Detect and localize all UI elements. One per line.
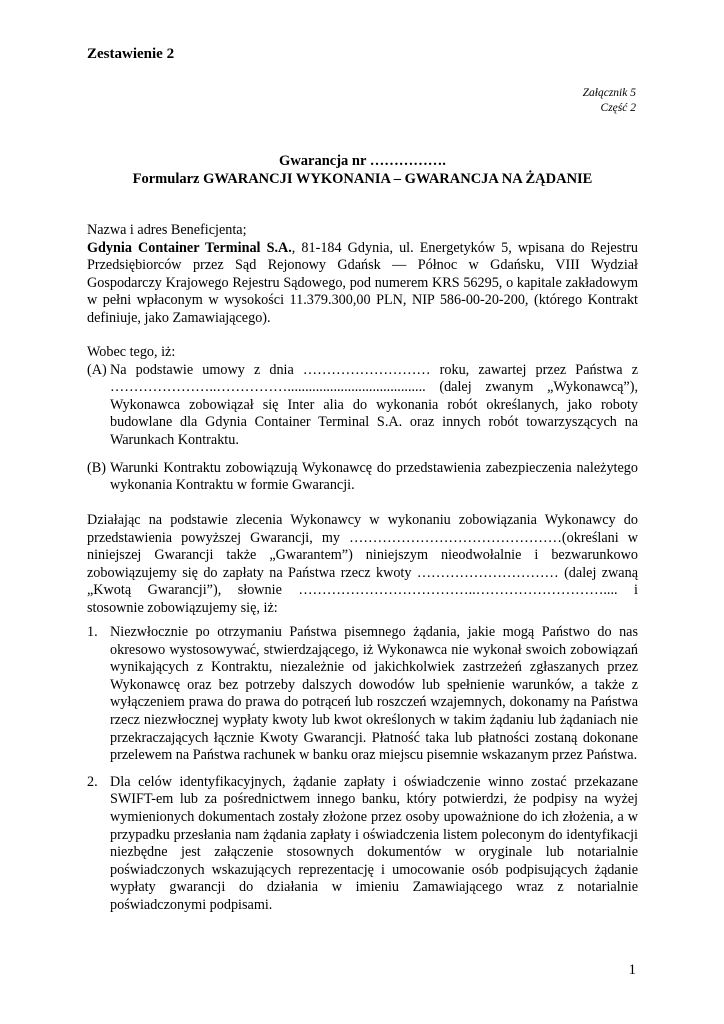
whereas-item-b: [87, 460, 638, 495]
whereas-text: Na podstawie umowy z dnia ……………………… roku, zawartej przez Państwa z …………………..……………....................................... (dalej zwanym „Wykonawcą”), Wykonawca zobowiązał się Inter alia do wykonania robót określanych, jako roboty budowlane dla Gdynia Container Terminal S.A. oraz innych robót towarzyszących na Warunkach Kontraktu.: [110, 361, 638, 448]
beneficiary-paragraph: [87, 240, 638, 328]
obligation-number: 1.: [87, 624, 98, 640]
beneficiary-section: [87, 222, 638, 328]
whereas-intro: Wobec tego, iż:: [87, 344, 176, 360]
document-heading: Zestawienie 2: [87, 46, 175, 62]
obligation-number: 2.: [87, 773, 98, 790]
whereas-marker: (B): [87, 459, 106, 476]
obligations-list: [87, 624, 638, 915]
whereas-text: Warunki Kontraktu zobowiązują Wykonawcę do przedstawienia zabezpieczenia należytego wykonania Kontraktu w formie Gwarancji.: [110, 459, 638, 494]
obligation-item-1: [87, 624, 638, 765]
beneficiary-name: Gdynia Container Terminal S.A.: [87, 239, 292, 256]
form-title: Formularz GWARANCJI WYKONANIA – GWARANCJA NA ŻĄDANIE: [132, 171, 593, 187]
page-number: 1: [628, 962, 636, 978]
whereas-section: [87, 344, 638, 495]
beneficiary-label: Nazwa i adres Beneficjenta;: [87, 222, 247, 238]
acting-paragraph: Działając na podstawie zlecenia Wykonawcy w wykonaniu zobowiązania Wykonawcy do przedstawienia powyższej Gwarancji, my ………………………………………(określani w niniejszej Gwarancji także „Gwarantem”) niniejszym nieodwołalnie i bezwarunkowo zobowiązujemy się do zapłaty na Państwa rzecz kwoty ………………………… (dalej zwaną „Kwotą Gwarancji”), słownie ………………………………..……………………….... i stosownie zobowiązujemy się, iż:: [87, 512, 638, 616]
annex-reference: [583, 86, 636, 116]
obligation-text: Dla celów identyfikacyjnych, żądanie zapłaty i oświadczenie winno zostać przekazane SWIFT-em lub za pośrednictwem innego banku, który potwierdzi, że podpisy na wyżej wymienionych dokumentach zostały złożone przez osoby upoważnione do ich złożenia, a w przypadku przesłania nam żądania zapłaty i oświadczenia listem poleconym do identyfikacji niezbędne jest załączenie stosownych dokumentów w oryginale lub notarialnie poświadczonych wskazujących reprezentację i umocowanie osób podpisujących żądanie wypłaty gwarancji do działania w imieniu Zamawiającego wraz z notarialnie poświadczonymi podpisami.: [110, 773, 638, 913]
guarantee-number: Gwarancja nr …………….: [279, 153, 446, 169]
whereas-marker: (A): [87, 361, 107, 378]
guarantee-title: [87, 152, 638, 188]
annex-part: Część 2: [600, 102, 636, 114]
beneficiary-details: , 81-184 Gdynia, ul. Energetyków 5, wpisana do Rejestru Przedsiębiorców przez Sąd Rejonowy Gdańsk — Północ w Gdańsku, VIII Wydział Gospodarczy Krajowego Rejestru Sądowego, pod numerem KRS 56295, o kapitale zakładowym w pełni wpłaconym w wysokości 11.379.300,00 PLN, NIP 586-00-20-200, (którego Kontrakt definiuje, jako Zamawiającego).: [87, 239, 638, 326]
whereas-item-a: [87, 362, 638, 450]
obligation-text: Niezwłocznie po otrzymaniu Państwa pisemnego żądania, jakie mogą Państwo do nas okresowo wystosowywać, stwierdzającego, iż Wykonawca nie wykonał swoich zobowiązań wynikających z Kontraktu, niezależnie od jakichkolwiek zastrzeżeń zgłaszanych przez Wykonawcę oraz bez potrzeby dalszych dowodów lub spełnienie warunków, a także z wyłączeniem prawa do prawa do potrąceń lub roszczeń wzajemnych, dokonamy na Państwa rzecz niezwłocznej wypłaty kwoty lub kwot określonych w takim żądaniu lub żądaniach nie przekraczających łącznie Kwoty Gwarancji. Płatność taka lub płatności zostaną dokonane przelewem na Państwa rachunek w banku oraz miejscu pisemnie wskazanym przez Państwa.: [110, 624, 638, 764]
annex-number: Załącznik 5: [582, 87, 636, 99]
obligation-item-2: [87, 774, 638, 915]
